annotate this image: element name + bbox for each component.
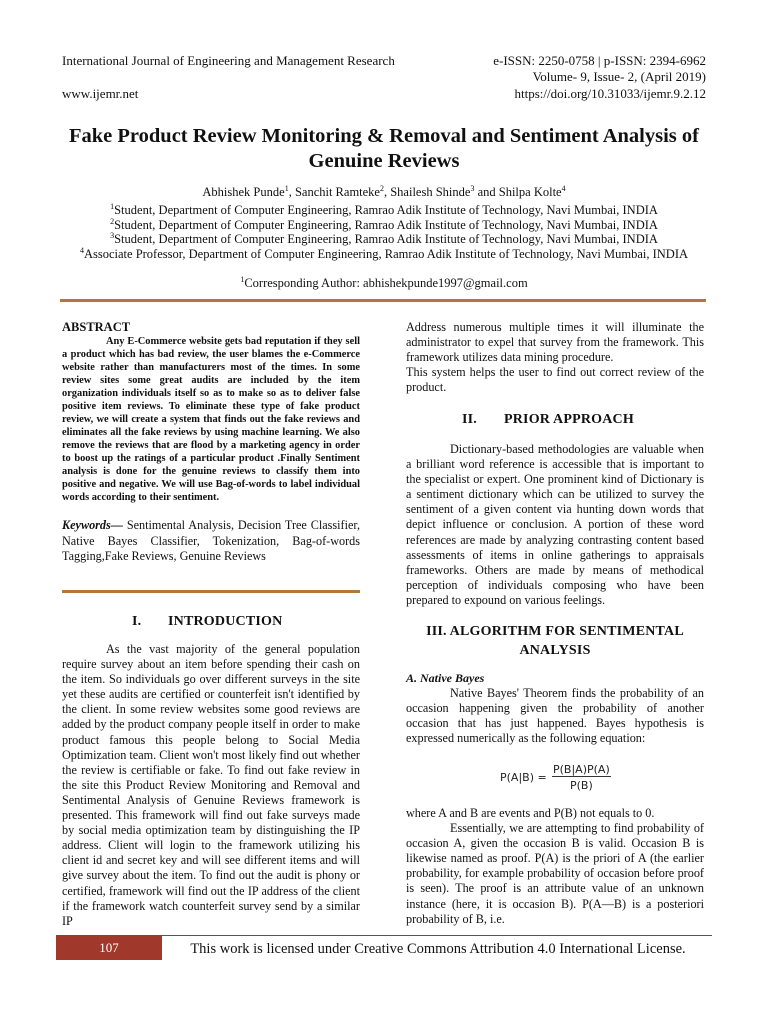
issn: e-ISSN: 2250-0758 | p-ISSN: 2394-6962 [493, 53, 706, 68]
affiliation-2: $^2$Student, Department of Computer Engineering, Ramrao Adik Institute of Technology, Navi Mumbai, INDIA [110, 216, 658, 232]
author-1: Abhishek Punde [202, 185, 285, 199]
author-list: Abhishek Punde$^1$, Sanchit Ramteke$^2$, Shailesh Shinde$^3$ and Shilpa Kolte$^4$ [202, 183, 566, 199]
footer-rule [162, 935, 712, 936]
journal-website: www.ijemr.net [62, 86, 139, 101]
section-3-body-2 [406, 806, 704, 927]
native-bayes-intro: Native Bayes' Theorem finds the probability of an occasion happening given the probability of another occasion that has just happened. Bayes hypothesis is expressed numerically as the following equation: [406, 686, 704, 746]
author-3: , Shailesh Shinde [383, 185, 471, 199]
section-2-body-wrap [406, 442, 704, 608]
equation-numerator: P(B|A)P(A) [553, 763, 610, 776]
affiliation-1: $^1$Student, Department of Computer Engineering, Ramrao Adik Institute of Technology, Navi Mumbai, INDIA [110, 201, 658, 217]
paper-title [40, 124, 728, 174]
section-1-body-wrap [62, 642, 360, 929]
affiliations [40, 203, 728, 261]
author-4: and Shilpa Kolte [474, 185, 562, 199]
equation-condition: where A and B are events and P(B) not equals to 0. [406, 806, 655, 820]
native-bayes-explanation: Essentially, we are attempting to find probability of occasion A, given the occasion B is valid. Occasion B is likewise named as proof. P(A) is the priori of A (the earlier probability, for example probability of occasion before proof is seen). The proof is an attribute value of an unknown instance (here, it is occasion B). P(A—B) is a posteriori probability of B, i.e. [406, 821, 704, 926]
section-3-heading [406, 622, 704, 660]
subsection-native-bayes: A. Native Bayes [406, 671, 485, 685]
keywords [62, 518, 360, 565]
keywords-text: Sentimental Analysis, Decision Tree Classifier, Native Bayes Classifier, Tokenization, Bag-of-words Tagging,Fake Reviews, Genuine Reviews [62, 518, 360, 563]
abstract-body: Any E-Commerce website gets bad reputation if they sell a product which has bad review, the user blames the e-Commerce website rather than manufacturers most of the times. In some review sites some great audits are included by the item organization individuals itself so as to make so as to deliver false positive item reviews. To eliminate these type of fake product review, we will create a system that finds out the fake reviews and eliminates all the fake reviews by using machine learning. We also remove the reviews that are flood by a marketing agency in order to boost up the ratings of a particular product .Finally Sentiment analysis is done for the genuine reviews to classify them into positive and negative. We will use Bag-of-words to label individual words according to their sentiment. [62, 336, 360, 503]
keywords-label: Keywords— [62, 518, 123, 532]
section-3-body [406, 671, 704, 746]
section-2-number: II. [462, 412, 477, 427]
volume-issue: Volume- 9, Issue- 2, (April 2019) [532, 69, 706, 84]
section-2-title: PRIOR APPROACH [504, 412, 634, 427]
title-line-2: Genuine Reviews [308, 150, 460, 172]
bayes-equation [500, 760, 630, 796]
affiliation-3: $^3$Student, Department of Computer Engineering, Ramrao Adik Institute of Technology, Navi Mumbai, INDIA [110, 230, 658, 246]
abstract-divider [62, 590, 360, 593]
section-3-title-line-2: ANALYSIS [519, 643, 591, 658]
section-1-body: As the vast majority of the general population require survey about an item before spending their cash on the item. So individuals go over different surveys in the site yet these audits are certified or counterfeit isn't identified by the client. In some review websites some good reviews are added by the product company people itself in order to make product famous this people belong to Social Media Optimization team. Client won't most likely find out whether the review is certifiable or fake. To find out fake review in the site this Product Review Monitoring and Removal and Sentimental Analysis of Genuine Reviews framework is presented. This framework will find out fake surveys made by social media optimization team by distinguishing the IP address. Client will login to the framework utilizing his client id and secret key and will see different items and will give survey about the item. To find out the audit is phony or certified, framework will find out the IP address of the client if the framework watch counterfeit survey send by a similar IP [62, 642, 360, 928]
section-3-title-line-1: III. ALGORITHM FOR SENTIMENTAL [426, 624, 684, 639]
section-1-title: INTRODUCTION [168, 614, 283, 629]
right-column [406, 320, 704, 395]
header-divider [60, 299, 706, 302]
intro-continuation-2: This system helps the user to find out correct review of the product. [406, 365, 704, 395]
corresponding-author: $^1$Corresponding Author: abhishekpunde1997@gmail.com [240, 274, 528, 290]
author-2: , Sanchit Ramteke [288, 185, 380, 199]
abstract-heading: ABSTRACT [62, 320, 131, 334]
license-notice: This work is licensed under Creative Commons Attribution 4.0 International License. [190, 941, 686, 957]
equation-denominator: P(B) [570, 779, 593, 792]
left-column [62, 320, 360, 565]
page-number: 107 [56, 935, 162, 960]
doi: https://doi.org/10.31033/ijemr.9.2.12 [514, 86, 706, 101]
equation-lhs: P(A|B) = [500, 771, 547, 784]
intro-continuation: Address numerous multiple times it will illuminate the administrator to expel that survey from the framework. This framework utilizes data mining procedure. [406, 320, 704, 365]
title-line-1: Fake Product Review Monitoring & Removal and Sentiment Analysis of [69, 125, 699, 147]
affiliation-4: $^4$Associate Professor, Department of Computer Engineering, Ramrao Adik Institute of Technology, Navi Mumbai, INDIA [79, 245, 689, 261]
section-2-body: Dictionary-based methodologies are valuable when a brilliant word reference is accessible that is important to the specialist or expert. One prominent kind of Dictionary is a sentiment dictionary which can be utilized to survey the sentiment of a given content via hunting down words that depict influence or conclusion. A portion of these word references are made by analyzing contrasting content based assessments of items in online gatherings to appraisals frameworks. Others are made by means of methodical perception of individuals composing who have been prepared to expound on various feelings. [406, 442, 704, 607]
journal-name: International Journal of Engineering and Management Research [62, 53, 395, 68]
section-1-number: I. [132, 614, 142, 629]
